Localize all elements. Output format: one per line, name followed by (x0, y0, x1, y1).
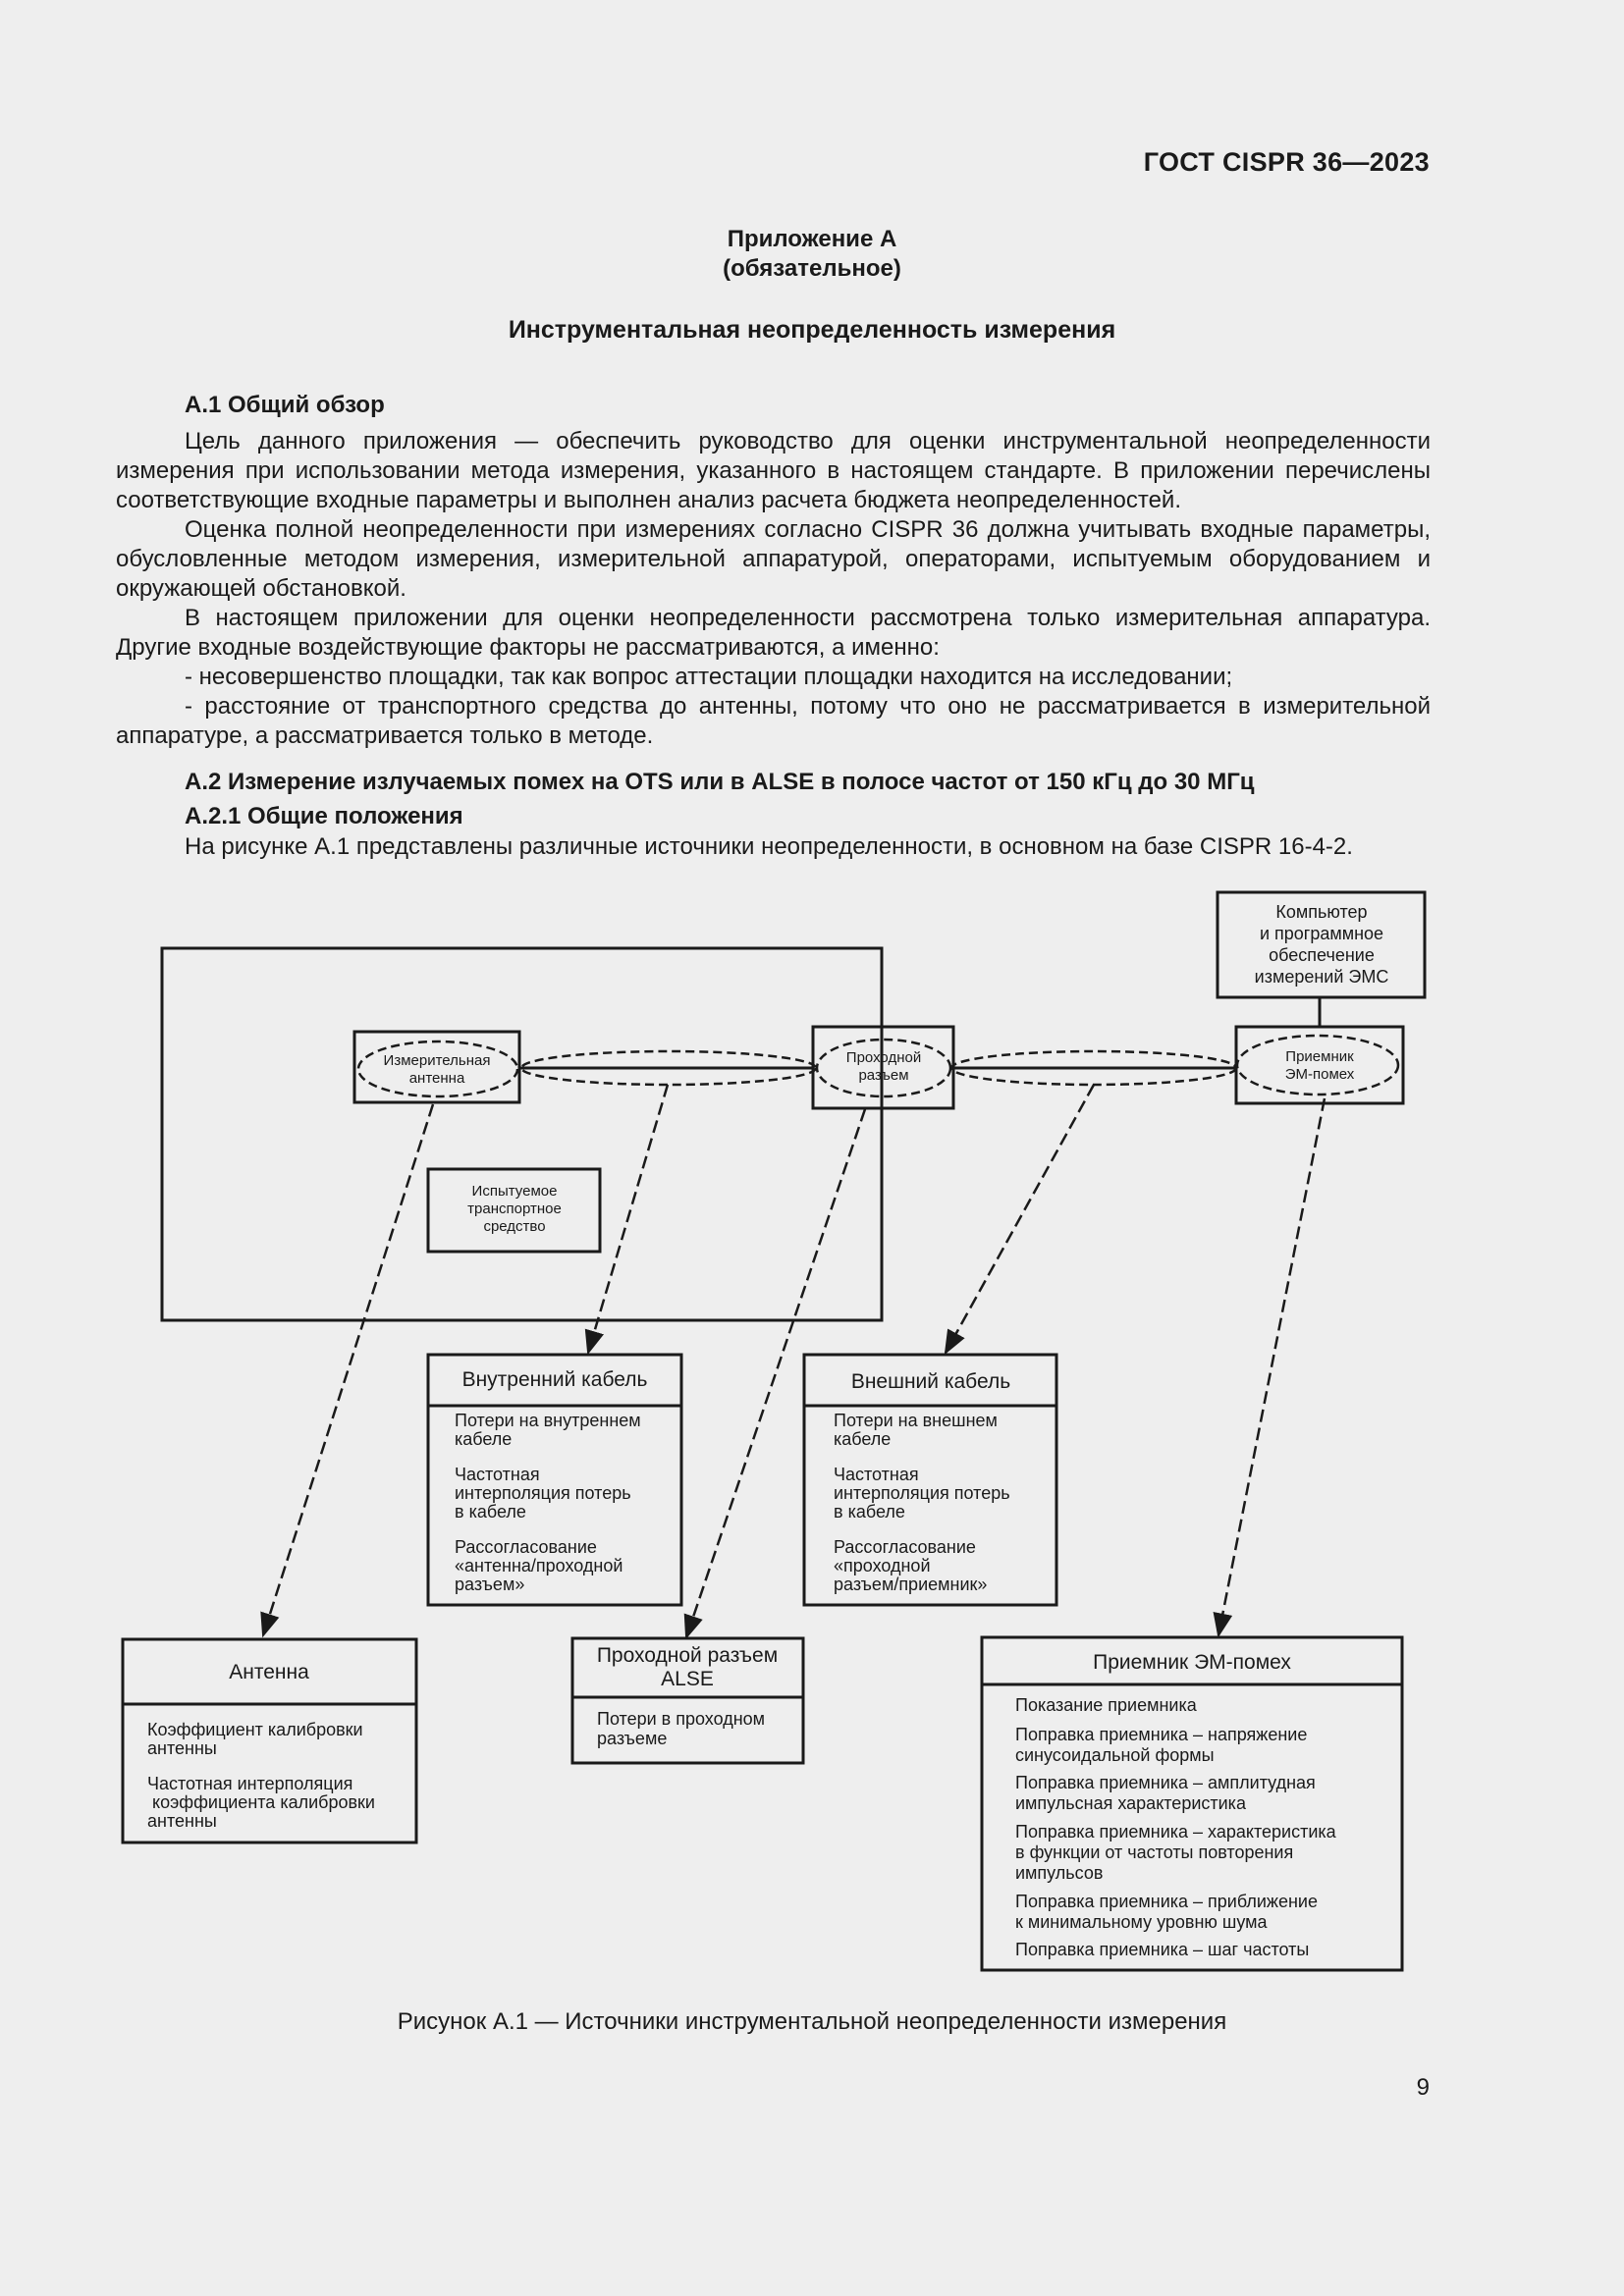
receiver-item: Показание приемника (1015, 1695, 1197, 1715)
appendix-title: Приложение А (727, 226, 897, 252)
receiver-box-small (1236, 1027, 1403, 1103)
arrow-to-outer-cable (946, 1085, 1094, 1353)
outer-cable-item: Частотная (834, 1465, 919, 1484)
page-number: 9 (1416, 2074, 1430, 2101)
receiver-item: Поправка приемника – напряжение (1015, 1725, 1308, 1744)
antenna-title: Антенна (229, 1661, 309, 1683)
section-a21-heading: А.2.1 Общие положения (185, 803, 463, 829)
receiver-item: импульсная характеристика (1015, 1793, 1246, 1813)
alse-connector-item: Потери в проходном (597, 1709, 766, 1729)
receiver-item: Поправка приемника – характеристика (1015, 1822, 1336, 1842)
alse-enclosure (162, 948, 882, 1320)
label: измерений ЭМС (1254, 967, 1389, 987)
section-a2-heading: А.2 Измерение излучаемых помех на OTS или в ALSE в полосе частот от 150 кГц до 30 МГц (185, 769, 1255, 795)
inner-cable-item: интерполяция потерь (455, 1483, 631, 1503)
feedthrough-label: Проходной (845, 1049, 922, 1066)
receiver-title: Приемник ЭМ-помех (1093, 1651, 1291, 1674)
label: обеспечение (1269, 945, 1375, 965)
figure-caption: Рисунок А.1 — Источники инструментальной неопределенности измерения (397, 2008, 1227, 2035)
document-id: ГОСТ CISPR 36—2023 (1143, 147, 1430, 177)
outer-cable-item: кабеле (834, 1429, 892, 1449)
list-item: - расстояние от транспортного средства до антенны, потому что оно не рассматривается в измерительной аппаратуре, а рассматривается только в методе. (116, 693, 1431, 749)
inner-cable-item: Потери на внутреннем (455, 1411, 641, 1430)
vehicle-label: Испытуемое (471, 1183, 558, 1200)
outer-cable-item: разъем/приемник» (834, 1575, 988, 1594)
alse-connector-title: Проходной разъем (596, 1644, 779, 1667)
receiver-item: синусоидальной формы (1015, 1745, 1215, 1765)
label: Компьютер (1275, 902, 1368, 922)
receiver-item: к минимальному уровню шума (1015, 1912, 1268, 1932)
paragraph: В настоящем приложении для оценки неопределенности рассмотрена только измерительная аппаратура. Другие входные воздействующие факторы не рассматриваются, а именно: (116, 605, 1431, 661)
inner-cable-title: Внутренний кабель (461, 1368, 648, 1391)
outer-cable-item: Потери на внешнем (834, 1411, 998, 1430)
paragraph: Оценка полной неопределенности при измерениях согласно CISPR 36 должна учитывать входные параметры, обусловленные методом измерения, измерительной аппаратурой, операторами, испытуемым оборудованием и окружающей обстановкой. (116, 516, 1431, 602)
outer-cable-item: «проходной (834, 1556, 931, 1575)
section-a21-text: На рисунке А.1 представлены различные источники неопределенности, в основном на базе CISPR 16-4-2. (185, 833, 1353, 860)
receiver-small-label: ЭМ-помех (1284, 1066, 1355, 1083)
outer-cable-item: интерполяция потерь (834, 1483, 1010, 1503)
receiver-small-label: Приемник (1285, 1048, 1354, 1065)
paragraph: Цель данного приложения — обеспечить руководство для оценки инструментальной неопределенности измерения при использовании метода измерения, указанного в настоящем стандарте. В приложении перечислены соответствующие входные параметры и выполнен анализ расчета бюджета неопределенностей. (116, 428, 1431, 513)
inner-cable-item: «антенна/проходной (455, 1556, 623, 1575)
antenna-item: Частотная интерполяция (147, 1774, 353, 1793)
receiver-item: Поправка приемника – амплитудная (1015, 1773, 1316, 1792)
feedthrough-label: разъем (858, 1067, 909, 1084)
receiver-item: в функции от частоты повторения (1015, 1842, 1294, 1862)
meas-antenna-ellipse (358, 1041, 517, 1096)
receiver-ellipse (1237, 1036, 1398, 1095)
outer-cable-title: Внешний кабель (850, 1370, 1011, 1393)
inner-cable-item: кабеле (455, 1429, 513, 1449)
antenna-item: коэффициента калибровки (147, 1792, 375, 1812)
arrow-to-receiver (1218, 1098, 1325, 1635)
appendix-status: (обязательное) (723, 255, 901, 282)
outer-cable-item: в кабеле (834, 1502, 905, 1522)
antenna-item: антенны (147, 1738, 217, 1758)
vehicle-label: транспортное (467, 1201, 562, 1217)
antenna-item: антенны (147, 1811, 217, 1831)
inner-cable-item: Рассогласование (455, 1537, 597, 1557)
computer-label (1255, 902, 1389, 987)
alse-connector-item: разъеме (597, 1729, 668, 1748)
appendix-subject: Инструментальная неопределенность измерения (508, 316, 1116, 344)
meas-antenna-label: Измерительная (383, 1052, 491, 1069)
label: и программное (1259, 924, 1384, 943)
meas-antenna-label: антенна (408, 1070, 465, 1087)
vehicle-label: средство (483, 1218, 546, 1235)
antenna-item: Коэффициент калибровки (147, 1720, 363, 1739)
inner-cable-item: в кабеле (455, 1502, 526, 1522)
arrow-to-antenna (263, 1104, 433, 1635)
outer-cable-item: Рассогласование (834, 1537, 976, 1557)
list-item: - несовершенство площадки, так как вопрос аттестации площадки находится на исследовании; (185, 664, 1233, 690)
section-a1-heading: А.1 Общий обзор (185, 392, 385, 418)
receiver-item: Поправка приемника – приближение (1015, 1892, 1318, 1911)
receiver-item: Поправка приемника – шаг частоты (1015, 1940, 1310, 1959)
inner-cable-item: Частотная (455, 1465, 540, 1484)
alse-connector-title: ALSE (661, 1668, 714, 1690)
receiver-item: импульсов (1015, 1863, 1104, 1883)
inner-cable-item: разъем» (455, 1575, 525, 1594)
